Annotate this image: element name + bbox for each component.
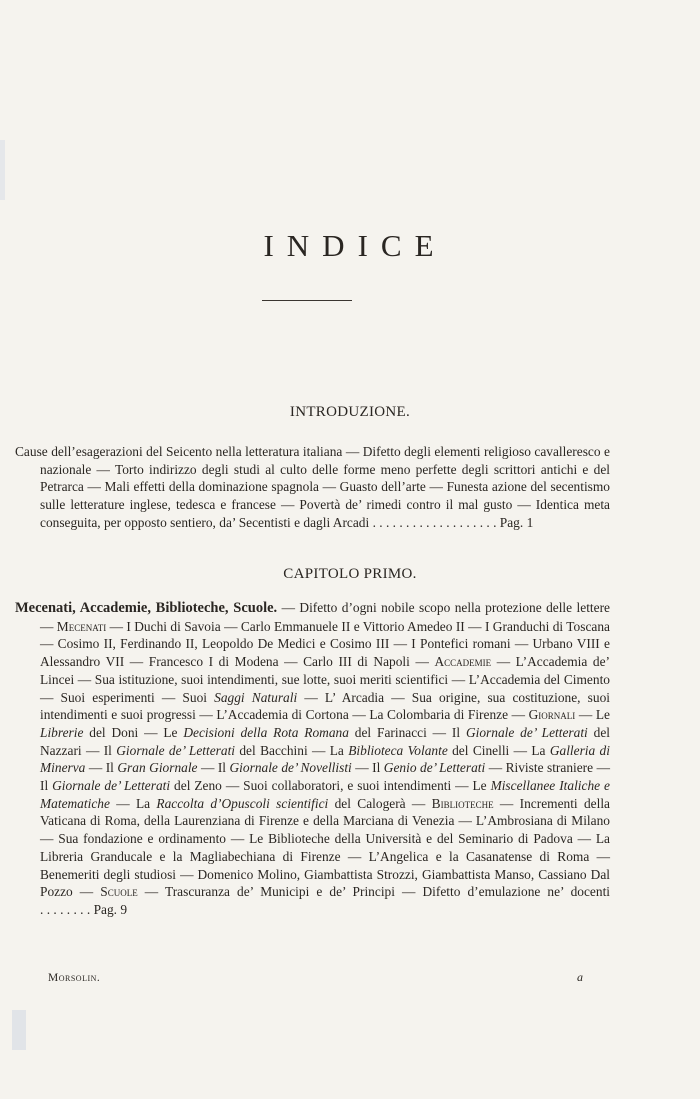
chapter-title-ref: Giornale de’ Letterati (465, 724, 588, 740)
chapter-entry (15, 599, 611, 919)
chapter-text: del Calogerà — (328, 795, 432, 811)
title-divider (262, 300, 352, 301)
chapter-text: — La (109, 795, 157, 811)
chapter-title-ref: Gran Giornale (117, 760, 198, 776)
chapter-text: del Doni — Le (83, 724, 184, 740)
page-title: INDICE (263, 228, 447, 263)
chapter-title-ref: Giornale de’ Novellisti (229, 760, 352, 776)
chapter-title-ref: Galleria di Minerva (40, 742, 610, 776)
chapter-section: Giornali (528, 707, 576, 723)
chapter-text: del Zeno — Suoi collaboratori, e suoi intendimenti — Le (170, 778, 491, 794)
chapter-text: del Bacchini — La (235, 742, 349, 758)
chapter-text: — Il (351, 760, 384, 776)
chapter-text: — L’ Arcadia — Sua origine, sua costituzione, suoi intendimenti e suoi progressi — L’Accademia di Cortona — La Colombaria di Firenze — (40, 689, 610, 723)
chapter-title-ref: Miscellanee Italiche e Matematiche (40, 778, 610, 811)
chapter-title-ref: Giornale de’ Letterati (116, 742, 236, 758)
chapter-section: Accademie (434, 654, 492, 670)
chapter-lead: Mecenati, Accademie, Biblioteche, Scuole. (15, 600, 278, 616)
page-edge-mark (0, 140, 5, 200)
chapter-text: — Riviste straniere — Il (40, 760, 610, 794)
chapter-text: — Il (197, 760, 230, 776)
chapter-text: del Cinelli — La (447, 742, 550, 758)
chapter-text: — L’Accademia de’ Lincei — Sua istituzione, suoi intendimenti, sue lotte, suoi meriti scientifici — L’Accademia del Cimento — Suoi esperimenti — Suoi (40, 654, 610, 705)
chapter-title-ref: Decisioni della Rota Romana (183, 724, 349, 740)
intro-entry (15, 443, 610, 532)
footer-author: Morsolin. (48, 972, 101, 984)
chapter-section: Mecenati (56, 618, 107, 634)
intro-text: Cause dell’esagerazioni del Seicento nella letteratura italiana — Difetto degli elementi religioso cavalleresco e nazionale — Torto indirizzo degli studi al culto delle forme meno perfette degli scrittori antichi e del Petrarca — Mali effetti della dominazione spagnola — Guasto dell’arte — Funesta azione del secentismo sulle letterature inglese, tedesca e francese — Povertà de’ rimedi contro il mal gusto — Identica meta conseguita, per opposto sentiero, da’ Secentisti e dagli Arcadi (15, 444, 610, 530)
chapter-title-ref: Giornale de’ Letterati (52, 778, 171, 794)
chapter-text: — Trascuranza de’ Municipi e de’ Principi — Difetto d’emulazione ne’ docenti (137, 884, 611, 900)
footer-signature: a (577, 970, 583, 984)
intro-heading: INTRODUZIONE. (289, 404, 411, 420)
chapter-text: — Incrementi della Vaticana di Roma, della Laurenziana di Firenze e della Marciana di Venezia — L’Ambrosiana di Milano — Sua fondazione e ordinamento — Le Biblioteche della Università e del Seminario di Padova — La Libreria Granducale e la Magliabechiana di Firenze — L’Angelica e la Casanatense di Roma — Benemeriti degli studiosi — Domenico Molino, Giambattista Strozzi, Giambattista Manso, Cassiano Dal Pozzo — (40, 795, 610, 900)
chapter-text: — Il (85, 760, 118, 776)
chapter-section: Biblioteche (431, 795, 494, 811)
chapter-title-ref: Biblioteca Volante (348, 742, 448, 758)
chapter-title-ref: Genio de’ Letterati (383, 760, 486, 776)
chapter-text: del Nazzari — Il (40, 724, 610, 758)
chapter-text: — Difetto d’ogni nobile scopo nella protezione delle lettere — (40, 600, 610, 634)
library-stamp (12, 1010, 26, 1050)
intro-page-ref: . . . . . . . . . . . . . . . . . . . Pag. 1 (372, 514, 534, 530)
chapter-text: — I Duchi di Savoia — Carlo Emmanuele II e Vittorio Amedeo II — I Granduchi di Toscana — Cosimo II, Ferdinando II, Leopoldo De Medici e Cosimo III — I Pontefici romani — Urbano VIII e Alessandro VII — Francesco I di Modena — Carlo III di Napoli — (40, 618, 610, 670)
chapter-title-ref: Raccolta d’Opuscoli scientifici (156, 795, 329, 811)
chapter-page-ref: . . . . . . . . Pag. 9 (40, 901, 128, 917)
chapter-text: del Farinacci — Il (348, 724, 466, 740)
chapter-text: — Le (575, 707, 610, 723)
chapter-title-ref: Librerie (40, 724, 84, 740)
chapter-heading: CAPITOLO PRIMO. (283, 566, 417, 582)
chapter-section: Scuole (100, 884, 138, 900)
chapter-title-ref: Saggi Naturali (214, 689, 298, 705)
